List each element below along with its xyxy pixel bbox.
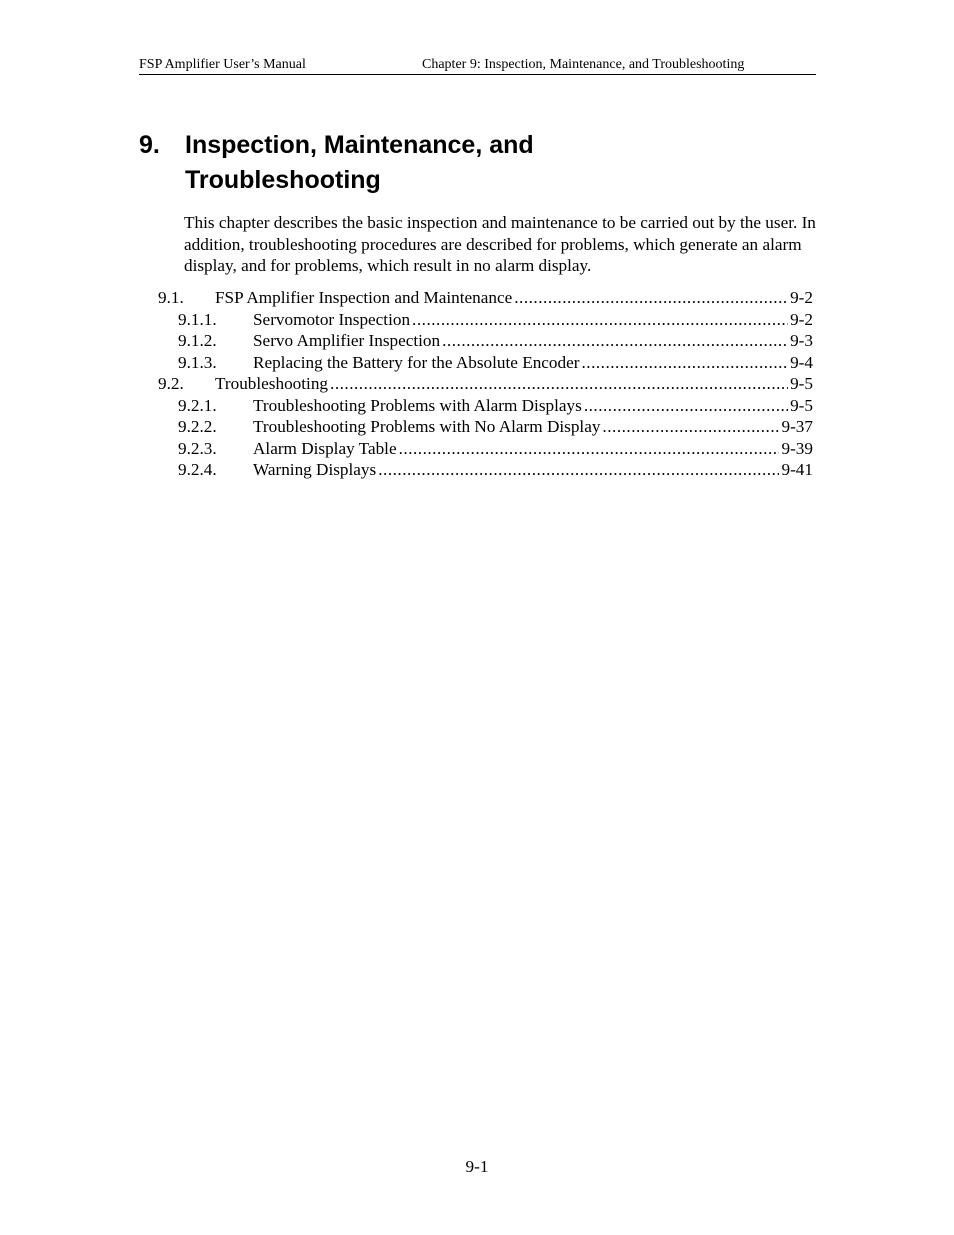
toc-entry-title: Troubleshooting Problems with No Alarm Display xyxy=(253,417,601,436)
toc-entry-number: 9.2.2. xyxy=(178,417,217,436)
toc-entry[interactable] xyxy=(178,438,813,460)
toc-entry-body xyxy=(215,373,813,395)
toc-entry-title: Troubleshooting xyxy=(215,374,329,393)
toc-entry-page: 9-2 xyxy=(790,288,813,307)
page-number: 9-1 xyxy=(465,1157,489,1176)
toc-dot-leader xyxy=(584,395,788,417)
toc-entry-number: 9.1. xyxy=(158,288,184,307)
toc-entry-title: Alarm Display Table xyxy=(253,438,397,458)
toc-entry-title: Troubleshooting Problems with Alarm Displays xyxy=(253,395,582,415)
toc-dot-leader xyxy=(602,416,779,438)
toc-entry-body xyxy=(253,459,813,481)
toc-entry[interactable] xyxy=(178,309,813,331)
toc-dot-leader xyxy=(442,330,788,352)
toc-entry-number: 9.2.3. xyxy=(178,438,217,458)
toc-dot-leader xyxy=(514,287,788,309)
toc-entry-number: 9.1.3. xyxy=(178,352,217,372)
toc-entry-title: Warning Displays xyxy=(253,460,377,479)
toc-entry-body xyxy=(215,287,813,309)
toc-dot-leader xyxy=(412,309,788,331)
toc-dot-leader xyxy=(399,438,780,460)
running-header xyxy=(139,56,816,75)
toc-entry-title: FSP Amplifier Inspection and Maintenance xyxy=(215,288,513,307)
toc-entry-number: 9.1.1. xyxy=(178,309,217,329)
toc-entry-title: Replacing the Battery for the Absolute Encoder xyxy=(253,352,580,372)
toc-entry-body xyxy=(253,395,813,417)
toc-entry[interactable] xyxy=(178,352,813,374)
toc-entry-title: Servomotor Inspection xyxy=(253,309,411,329)
chapter-intro-paragraph: This chapter describes the basic inspection and maintenance to be carried out by the user. In addition, troubleshooting procedures are described for problems, which generate an alarm display, and for problems, which result in no alarm display. xyxy=(184,213,816,275)
chapter-title: Inspection, Maintenance, and Troubleshooting xyxy=(185,131,534,194)
toc-entry-title: Servo Amplifier Inspection xyxy=(253,331,441,350)
toc-entry[interactable] xyxy=(178,330,813,352)
toc-entry[interactable] xyxy=(178,395,813,417)
header-manual-title: FSP Amplifier User’s Manual xyxy=(139,57,306,72)
toc-dot-leader xyxy=(378,459,779,481)
toc-entry-page: 9-3 xyxy=(790,331,813,350)
toc-entry-body xyxy=(253,416,813,438)
toc-entry-number: 9.2.4. xyxy=(178,460,217,479)
toc-entry[interactable] xyxy=(178,416,813,438)
toc-entry-number: 9.1.2. xyxy=(178,331,217,350)
toc-entry-body xyxy=(253,352,813,374)
toc-entry-page: 9-4 xyxy=(790,352,813,372)
toc-entry-page: 9-5 xyxy=(790,374,813,393)
toc-entry-page: 9-37 xyxy=(781,417,813,436)
toc-entry[interactable] xyxy=(158,287,813,309)
header-chapter-title: Chapter 9: Inspection, Maintenance, and Troubleshooting xyxy=(422,57,745,72)
toc-dot-leader xyxy=(581,352,788,374)
toc-entry-body xyxy=(253,330,813,352)
toc-entry-page: 9-5 xyxy=(790,395,813,415)
toc-entry-number: 9.2. xyxy=(158,374,184,393)
toc-entry-page: 9-41 xyxy=(781,460,813,479)
toc-entry[interactable] xyxy=(178,459,813,481)
toc-entry[interactable] xyxy=(158,373,813,395)
toc-entry-number: 9.2.1. xyxy=(178,395,217,415)
toc-entry-body xyxy=(253,309,813,331)
toc-entry-body xyxy=(253,438,813,460)
toc-dot-leader xyxy=(330,373,788,395)
toc-entry-page: 9-39 xyxy=(781,438,813,458)
toc-entry-page: 9-2 xyxy=(790,309,813,329)
chapter-number: 9. xyxy=(139,131,160,159)
